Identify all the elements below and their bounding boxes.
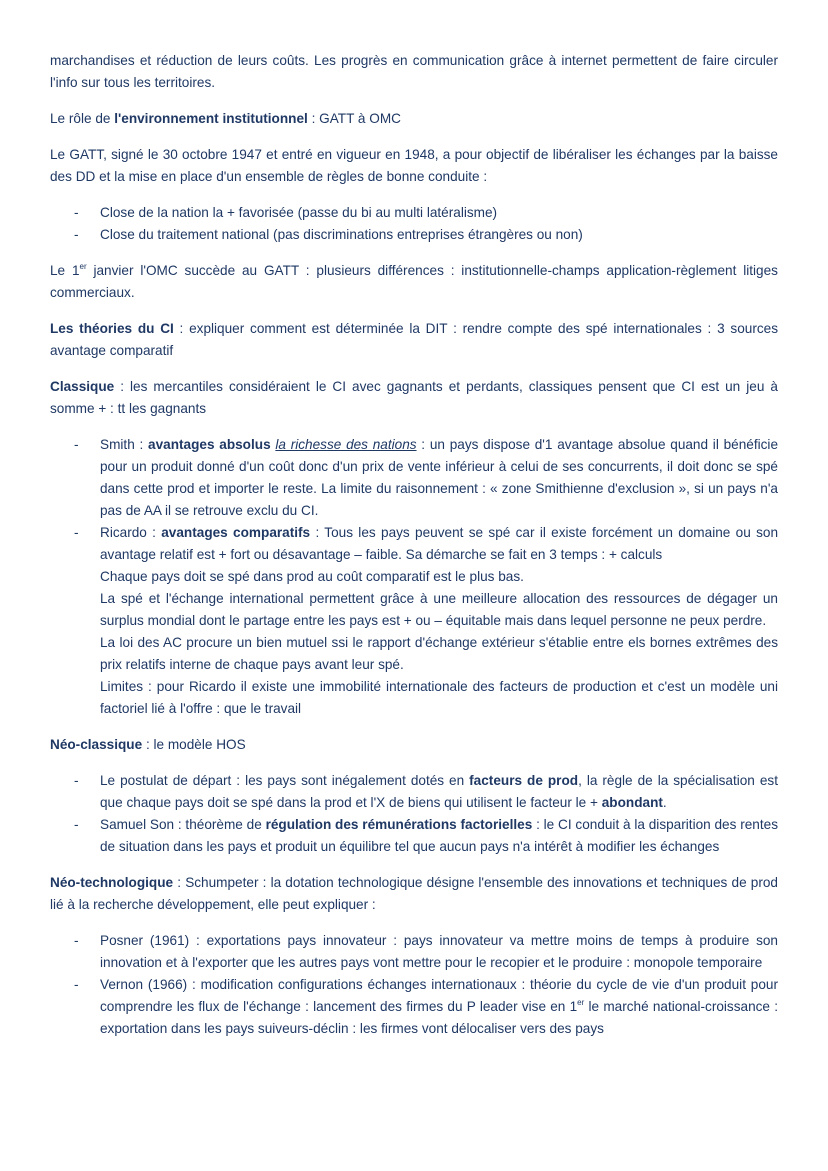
bold-term: l'environnement institutionnel <box>114 111 308 126</box>
dash-bullet: - <box>74 933 79 948</box>
neo-classique-list <box>50 770 778 858</box>
dash-bullet: - <box>74 773 79 788</box>
paragraph-neo-technologique: Néo-technologique : Schumpeter : la dotation technologique désigne l'ensemble des innovations et techniques de prod lié à la recherche développement, elle peut expliquer : <box>50 875 778 912</box>
gatt-list <box>50 202 778 246</box>
classique-list <box>50 434 778 720</box>
bold-term: avantages comparatifs <box>161 525 311 540</box>
neo-technologique-list <box>50 930 778 1040</box>
dash-bullet: - <box>74 977 79 992</box>
bold-term: régulation des rémunérations factorielles <box>265 817 533 832</box>
dash-bullet: - <box>74 525 79 540</box>
paragraph-institutional: Le rôle de l'environnement institutionnel : GATT à OMC <box>50 111 401 126</box>
dash-bullet: - <box>74 205 79 220</box>
list-item: - Le postulat de départ : les pays sont inégalement dotés en facteurs de prod, la règle de la spécialisation est que chaque pays doit se spé dans la prod et l'X de biens qui utilisent le facteur le + abondant. <box>50 770 778 814</box>
book-title: la richesse des nations <box>275 437 417 452</box>
bold-term: Néo-classique <box>50 737 143 752</box>
bold-term: avantages absolus <box>148 437 271 452</box>
paragraph-neo-classique: Néo-classique : le modèle HOS <box>50 737 246 752</box>
dash-bullet: - <box>74 817 79 832</box>
list-item: - Samuel Son : théorème de régulation des rémunérations factorielles : le CI conduit à la disparition des rentes de situation dans les pays et produit un équilibre tel que aucun pays n'a intérêt à modifier les échanges <box>50 814 778 858</box>
list-item: - Posner (1961) : exportations pays innovateur : pays innovateur va mettre moins de temps à produire son innovation et à l'exporter que les autres pays vont mettre pour le recopier et le produire : monopole temporaire <box>50 930 778 974</box>
paragraph-intro: marchandises et réduction de leurs coûts. Les progrès en communication grâce à internet permettent de faire circuler l'info sur tous les territoires. <box>50 53 778 90</box>
paragraph-classique: Classique : les mercantiles considéraient le CI avec gagnants et perdants, classiques pensent que CI est un jeu à somme + : tt les gagnants <box>50 379 778 416</box>
bold-term: Classique <box>50 379 115 394</box>
list-item: - Vernon (1966) : modification configurations échanges internationaux : théorie du cycle de vie d'un produit pour comprendre les flux de l'échange : lancement des firmes du P leader vise en 1er le marché national-croissance : exportation dans les pays suiveurs-déclin : les firmes vont délocaliser vers des pays <box>50 974 778 1040</box>
list-item-smith: - Smith : avantages absolus la richesse des nations : un pays dispose d'1 avantage absolue quand il bénéficie pour un produit donné d'un coût donc d'un prix de vente inférieur à celui de ses concurrents, il doit donc se spé dans cette prod et importer le reste. La limite du raisonnement : « zone Smithienne d'exclusion », si un pays n'a pas de AA il se retrouve exclu du CI. <box>50 434 778 522</box>
dash-bullet: - <box>74 227 79 242</box>
paragraph-omc: Le 1er janvier l'OMC succède au GATT : plusieurs différences : institutionnelle-champs application-règlement litiges commerciaux. <box>50 262 778 300</box>
paragraph-theories: Les théories du CI : expliquer comment est déterminée la DIT : rendre compte des spé internationales : 3 sources avantage comparatif <box>50 321 779 358</box>
bold-term: facteurs de prod <box>469 773 579 788</box>
bold-term: Néo-technologique <box>50 875 174 890</box>
list-item: - Close du traitement national (pas discriminations entreprises étrangères ou non) <box>50 224 778 246</box>
paragraph-gatt: Le GATT, signé le 30 octobre 1947 et entré en vigueur en 1948, a pour objectif de libéraliser les échanges par la baisse des DD et la mise en place d'un ensemble de règles de bonne conduite : <box>50 147 778 184</box>
bold-term: Les théories du CI <box>50 321 174 336</box>
list-item: - Close de la nation la + favorisée (passe du bi au multi latéralisme) <box>50 202 778 224</box>
list-item-ricardo: - Ricardo : avantages comparatifs : Tous les pays peuvent se spé car il existe forcément un domaine ou son avantage relatif est + fort ou désavantage – faible. Sa démarche se fait en 3 temps : + calculs Chaque pays doit se spé dans prod au coût comparatif est le plus bas. La spé et l'échange international permettent grâce à une meilleure allocation des ressources de dégager un surplus mondial dont le partage entre les pays est + ou – équitable mais dans lequel personne ne peux perdre. La loi des AC procure un bien mutuel ssi le rapport d'échange extérieur s'établie entre els bornes extrêmes des prix relatifs interne de chaque pays avant leur spé. Limites : pour Ricardo il existe une immobilité internationale des facteurs de production et c'est un modèle uni factoriel lié à l'offre : que le travail <box>50 522 778 720</box>
bold-term: abondant <box>601 795 663 810</box>
dash-bullet: - <box>74 437 79 452</box>
